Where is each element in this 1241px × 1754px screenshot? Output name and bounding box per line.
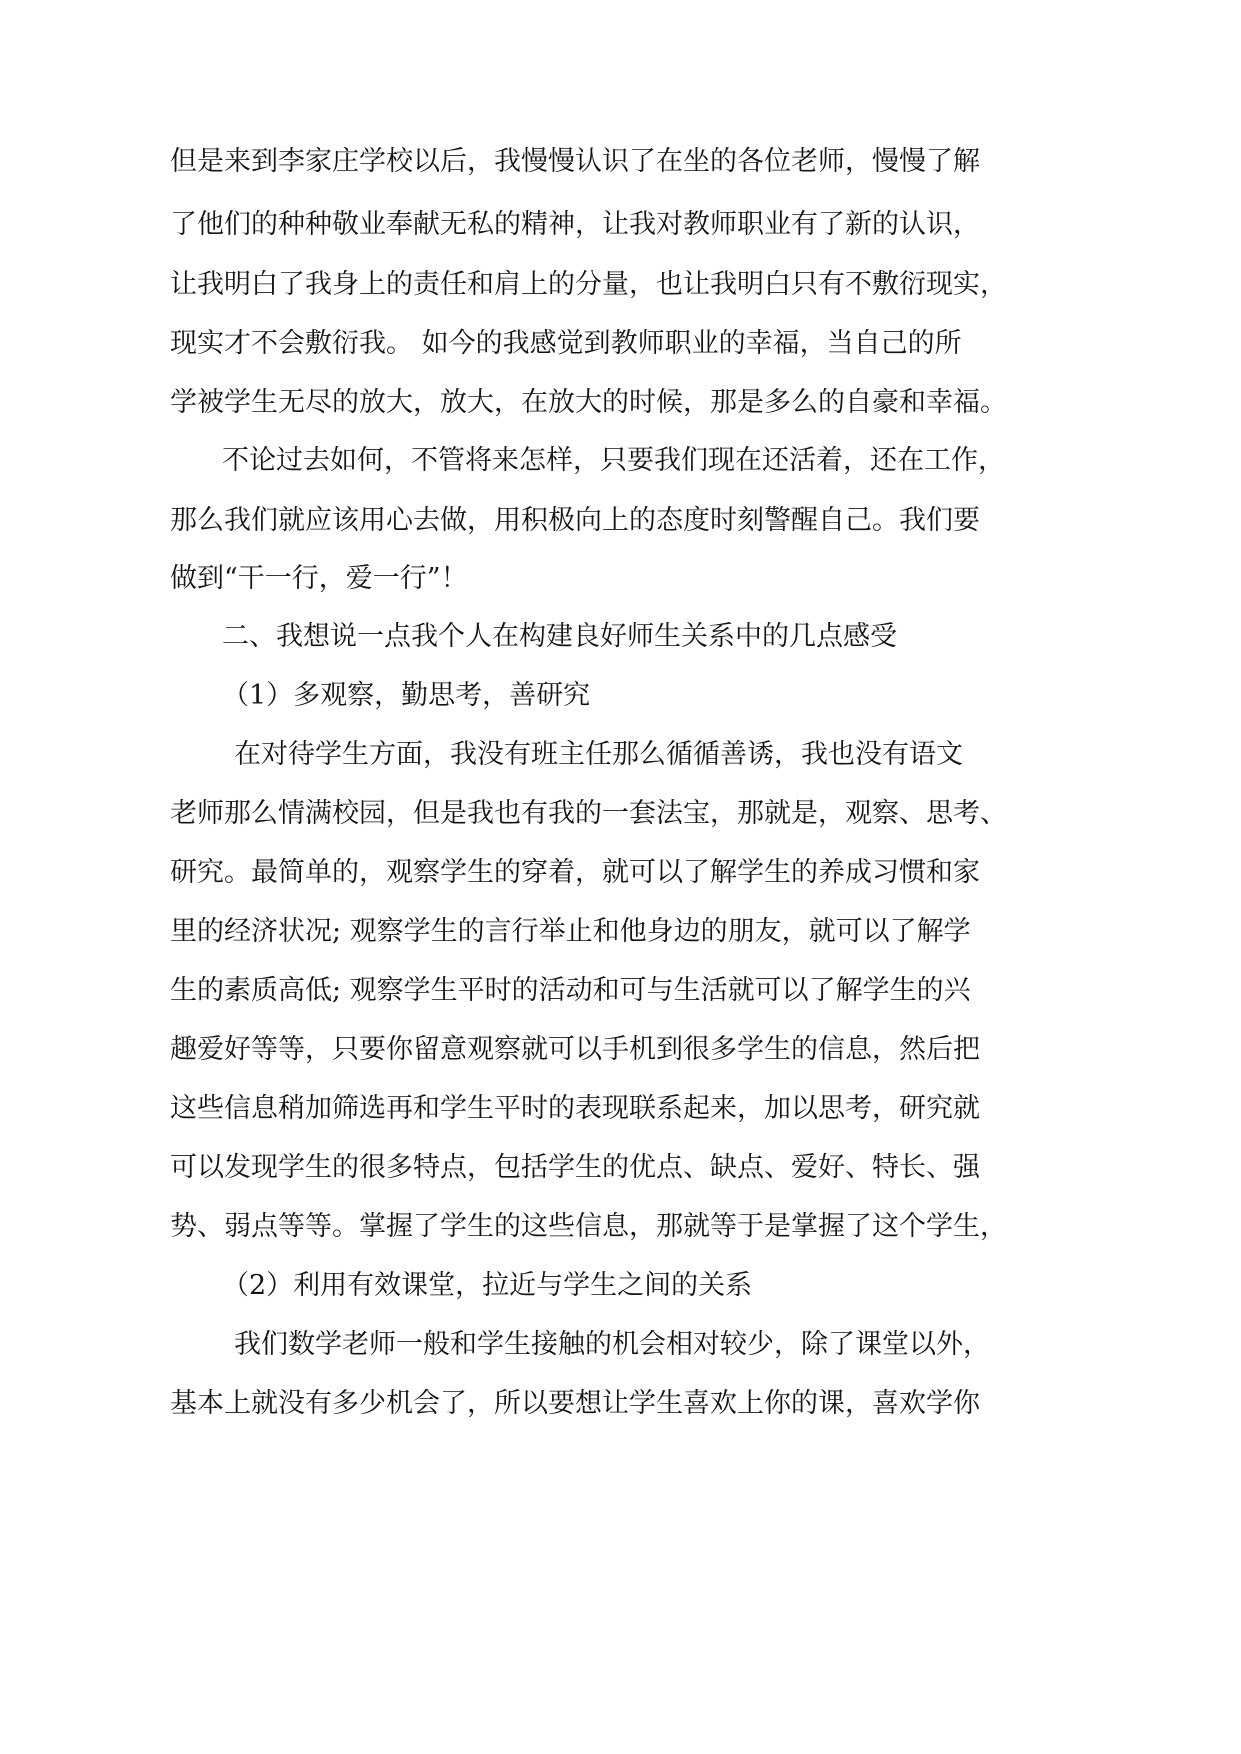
text-line [0, 1384, 1241, 1424]
text-line [0, 142, 1241, 182]
text-line [0, 1089, 1241, 1129]
text-line [0, 441, 1241, 481]
line-text: （1）多观察，勤思考，善研究 [222, 680, 591, 711]
text-line [0, 265, 1241, 305]
line-text: 在对待学生方面，我没有班主任那么循循善诱，我也没有语文 [234, 739, 963, 770]
line-text: 二、我想说一点我个人在构建良好师生关系中的几点感受 [222, 621, 897, 652]
line-text: 老师那么情满校园，但是我也有我的一套法宝，那就是，观察、思考、 [170, 798, 1007, 829]
line-text: 生的素质高低; 观察学生平时的活动和可与生活就可以了解学生的兴 [170, 975, 971, 1006]
text-line [0, 971, 1241, 1011]
line-text: 这些信息稍加筛选再和学生平时的表现联系起来，加以思考，研究就 [170, 1093, 980, 1124]
line-text: 那么我们就应该用心去做，用积极向上的态度时刻警醒自己。我们要 [170, 505, 980, 536]
subsection-heading [0, 1266, 1241, 1306]
text-line [0, 735, 1241, 775]
text-line [0, 324, 1241, 364]
text-line [0, 559, 1241, 599]
text-line [0, 501, 1241, 541]
line-text: （2）利用有效课堂，拉近与学生之间的关系 [222, 1270, 753, 1301]
line-text: 但是来到李家庄学校以后，我慢慢认识了在坐的各位老师，慢慢了解 [170, 146, 980, 177]
line-text: 学被学生无尽的放大，放大，在放大的时候，那是多么的自豪和幸福。 [170, 387, 1007, 418]
text-line [0, 205, 1241, 245]
line-text: 现实才不会敷衍我。 如今的我感觉到教师职业的幸福，当自己的所 [170, 328, 962, 359]
line-text: 了他们的种种敬业奉献无私的精神，让我对教师职业有了新的认识， [170, 209, 980, 240]
line-text: 基本上就没有多少机会了，所以要想让学生喜欢上你的课，喜欢学你 [170, 1388, 980, 1419]
line-text: 让我明白了我身上的责任和肩上的分量，也让我明白只有不敷衍现实， [170, 269, 1007, 300]
text-line [0, 853, 1241, 893]
text-line [0, 383, 1241, 423]
line-text: 不论过去如何，不管将来怎样，只要我们现在还活着，还在工作， [222, 445, 1005, 476]
section-heading [0, 617, 1241, 657]
line-text: 趣爱好等等，只要你留意观察就可以手机到很多学生的信息，然后把 [170, 1034, 980, 1065]
text-line [0, 1148, 1241, 1188]
text-line [0, 1030, 1241, 1070]
line-text: 研究。最简单的，观察学生的穿着，就可以了解学生的养成习惯和家 [170, 857, 980, 888]
text-line [0, 794, 1241, 834]
line-text: 我们数学老师一般和学生接触的机会相对较少，除了课堂以外， [234, 1329, 990, 1360]
text-line [0, 1325, 1241, 1365]
line-text: 做到“干一行，爱一行”！ [170, 563, 468, 594]
text-line [0, 1207, 1241, 1247]
line-text: 可以发现学生的很多特点，包括学生的优点、缺点、爱好、特长、强 [170, 1152, 980, 1183]
subsection-heading [0, 676, 1241, 716]
line-text: 里的经济状况; 观察学生的言行举止和他身边的朋友，就可以了解学 [170, 916, 971, 947]
line-text: 势、弱点等等。掌握了学生的这些信息，那就等于是掌握了这个学生， [170, 1211, 1007, 1242]
text-line [0, 912, 1241, 952]
